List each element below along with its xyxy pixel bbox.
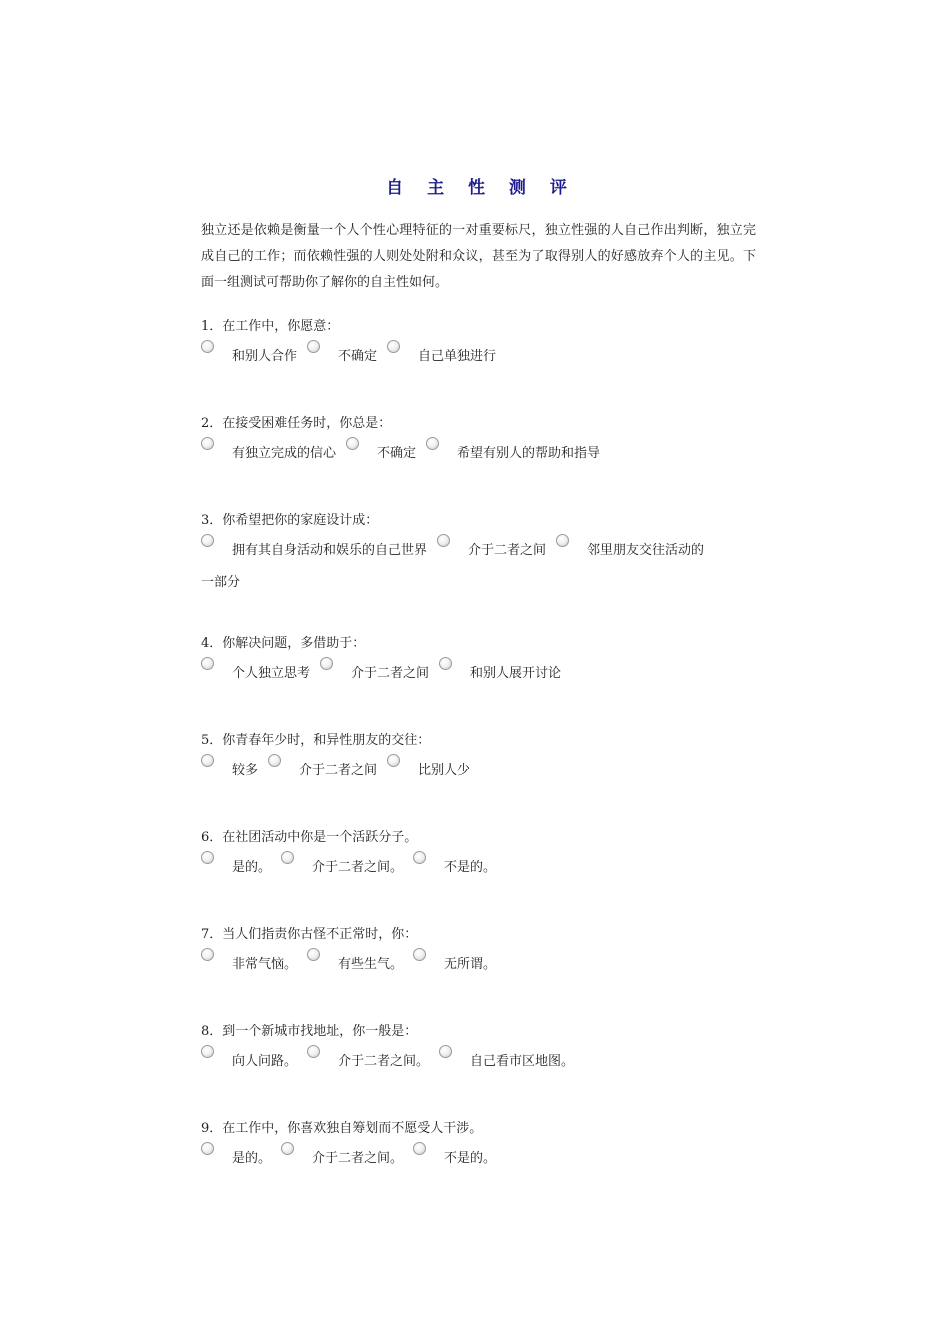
question-5 (201, 732, 761, 782)
question-text: 8．到一个新城市找地址，你一般是： (201, 1024, 418, 1039)
question-text: 6．在社团活动中你是一个活跃分子。 (201, 830, 418, 845)
option-radio[interactable] (413, 849, 506, 875)
question-3 (201, 512, 761, 592)
question-2 (201, 415, 761, 465)
radio-button-icon[interactable] (387, 340, 400, 353)
question-9 (201, 1120, 761, 1170)
options-row (201, 338, 761, 368)
question-8 (201, 1023, 761, 1073)
options-row (201, 849, 761, 879)
question-text: 1．在工作中，你愿意： (201, 319, 340, 334)
radio-button-icon[interactable] (307, 948, 320, 961)
option-label: 是的。 (232, 860, 272, 875)
option-label: 介于二者之间 (468, 543, 547, 558)
option-label: 较多 (232, 763, 259, 778)
option-radio[interactable] (556, 532, 714, 558)
radio-button-icon[interactable] (201, 657, 214, 670)
radio-button-icon[interactable] (439, 1045, 452, 1058)
option-label: 和别人展开讨论 (470, 666, 562, 681)
option-radio[interactable] (387, 752, 480, 778)
option-radio[interactable] (426, 435, 610, 461)
option-label: 介于二者之间 (299, 763, 378, 778)
radio-button-icon[interactable] (201, 340, 214, 353)
option-radio[interactable] (201, 752, 268, 778)
radio-button-icon[interactable] (201, 534, 214, 547)
radio-button-icon[interactable] (281, 851, 294, 864)
intro-paragraph: 独立还是依赖是衡量一个人个性心理特征的一对重要标尺，独立性强的人自己作出判断，独立完成自己的工作；而依赖性强的人则处处附和众议，甚至为了取得别人的好感放弃个人的主见。下面一组测试可帮助你了解你的自主性如何。 (201, 223, 756, 290)
option-label: 不是的。 (444, 860, 497, 875)
page-title: 自 主 性 测 评 (386, 178, 576, 198)
option-label: 有些生气。 (338, 957, 404, 972)
question-7 (201, 926, 761, 976)
radio-button-icon[interactable] (426, 437, 439, 450)
option-label: 是的。 (232, 1151, 272, 1166)
radio-button-icon[interactable] (201, 1142, 214, 1155)
option-radio[interactable] (201, 849, 281, 875)
option-label: 向人问路。 (232, 1054, 298, 1069)
radio-button-icon[interactable] (413, 851, 426, 864)
option-label: 和别人合作 (232, 349, 298, 364)
option-radio[interactable] (268, 752, 387, 778)
question-text: 2．在接受困难任务时，你总是： (201, 416, 392, 431)
option-radio[interactable] (201, 946, 307, 972)
option-label: 不确定 (338, 349, 378, 364)
option-radio[interactable] (201, 1140, 281, 1166)
option-radio[interactable] (201, 532, 437, 558)
option-label: 不是的。 (444, 1151, 497, 1166)
options-row (201, 655, 761, 685)
option-radio[interactable] (201, 338, 307, 364)
option-radio[interactable] (346, 435, 426, 461)
option-radio[interactable] (307, 1043, 439, 1069)
option-label: 希望有别人的帮助和指导 (457, 446, 601, 461)
options-row (201, 946, 761, 976)
option-radio[interactable] (437, 532, 556, 558)
radio-button-icon[interactable] (201, 948, 214, 961)
radio-button-icon[interactable] (281, 1142, 294, 1155)
option-radio[interactable] (307, 946, 413, 972)
option-radio[interactable] (320, 655, 439, 681)
question-1 (201, 318, 761, 368)
question-text: 5．你青春年少时，和异性朋友的交往： (201, 733, 431, 748)
option-label: 邻里朋友交往活动的 (587, 543, 705, 558)
option-label: 有独立完成的信心 (232, 446, 337, 461)
options-row (201, 532, 761, 562)
option-label: 介于二者之间。 (312, 860, 404, 875)
radio-button-icon[interactable] (346, 437, 359, 450)
option-label: 介于二者之间。 (338, 1054, 430, 1069)
option-label: 非常气恼。 (232, 957, 298, 972)
question-4 (201, 635, 761, 685)
radio-button-icon[interactable] (439, 657, 452, 670)
question-text: 3．你希望把你的家庭设计成： (201, 513, 379, 528)
radio-button-icon[interactable] (437, 534, 450, 547)
option-label: 不确定 (377, 446, 417, 461)
option-radio[interactable] (439, 655, 571, 681)
radio-button-icon[interactable] (201, 851, 214, 864)
option-radio[interactable] (201, 655, 320, 681)
question-text: 4．你解决问题，多借助于： (201, 636, 366, 651)
radio-button-icon[interactable] (387, 754, 400, 767)
options-row (201, 752, 761, 782)
option-radio[interactable] (201, 1043, 307, 1069)
option-radio[interactable] (413, 1140, 506, 1166)
radio-button-icon[interactable] (201, 754, 214, 767)
radio-button-icon[interactable] (413, 1142, 426, 1155)
question-text: 7．当人们指责你古怪不正常时，你： (201, 927, 418, 942)
options-row (201, 1140, 761, 1170)
option-continuation: 一部分 (201, 575, 241, 590)
radio-button-icon[interactable] (268, 754, 281, 767)
options-row (201, 435, 761, 465)
question-6 (201, 829, 761, 879)
option-label: 介于二者之间。 (312, 1151, 404, 1166)
option-radio[interactable] (307, 338, 387, 364)
option-label: 介于二者之间 (351, 666, 430, 681)
option-label: 比别人少 (418, 763, 471, 778)
option-radio[interactable] (413, 946, 506, 972)
option-radio[interactable] (281, 849, 413, 875)
option-label: 拥有其自身活动和娱乐的自己世界 (232, 543, 428, 558)
option-label: 无所谓。 (444, 957, 497, 972)
question-text: 9．在工作中，你喜欢独自筹划而不愿受人干涉。 (201, 1121, 483, 1136)
radio-button-icon[interactable] (307, 1045, 320, 1058)
radio-button-icon[interactable] (307, 340, 320, 353)
radio-button-icon[interactable] (413, 948, 426, 961)
radio-button-icon[interactable] (201, 437, 214, 450)
option-label: 自己看市区地图。 (470, 1054, 575, 1069)
option-radio[interactable] (387, 338, 506, 364)
option-label: 自己单独进行 (418, 349, 497, 364)
option-radio[interactable] (281, 1140, 413, 1166)
option-radio[interactable] (439, 1043, 584, 1069)
option-label: 个人独立思考 (232, 666, 311, 681)
option-radio[interactable] (201, 435, 346, 461)
radio-button-icon[interactable] (201, 1045, 214, 1058)
options-row (201, 1043, 761, 1073)
radio-button-icon[interactable] (556, 534, 569, 547)
radio-button-icon[interactable] (320, 657, 333, 670)
